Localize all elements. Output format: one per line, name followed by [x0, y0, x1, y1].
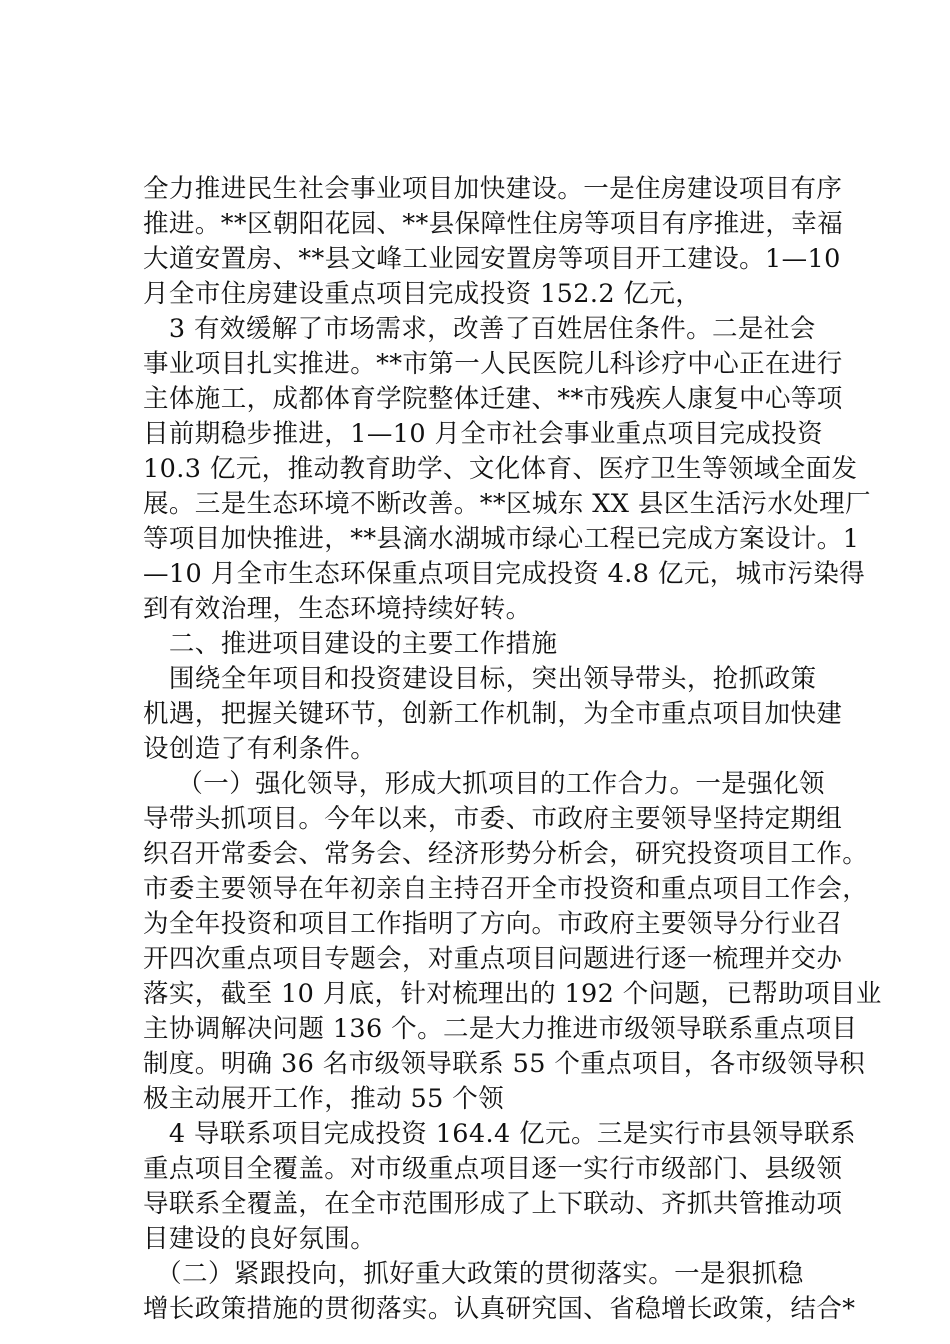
body-text-line: 主协调解决问题 136 个。二是大力推进市级领导联系重点项目 [143, 1014, 858, 1044]
body-text-line: 主体施工，成都体育学院整体迁建、**市残疾人康复中心等项 [143, 384, 843, 414]
body-text-line: 设创造了有利条件。 [143, 734, 377, 764]
body-text-line: 增长政策措施的贯彻落实。认真研究国、省稳增长政策，结合* [143, 1294, 856, 1324]
body-text-line: 机遇，把握关键环节，创新工作机制，为全市重点项目加快建 [143, 699, 843, 729]
body-text-line: 为全年投资和项目工作指明了方向。市政府主要领导分行业召 [143, 909, 843, 939]
body-text-line: 目建设的良好氛围。 [143, 1224, 377, 1254]
body-text-line: 3 有效缓解了市场需求，改善了百姓居住条件。二是社会 [143, 314, 816, 344]
body-text-line: 月全市住房建设重点项目完成投资 152.2 亿元， [143, 279, 702, 309]
body-text-line: 导联系全覆盖，在全市范围形成了上下联动、齐抓共管推动项 [143, 1189, 843, 1219]
body-text-line: 全力推进民生社会事业项目加快建设。一是住房建设项目有序 [143, 174, 843, 204]
body-text-line: 大道安置房、**县文峰工业园安置房等项目开工建设。1—10 [143, 244, 841, 274]
body-text-line: 展。三是生态环境不断改善。**区城东 XX 县区生活污水处理厂 [143, 489, 871, 519]
body-text-line: 织召开常委会、常务会、经济形势分析会，研究投资项目工作。 [143, 839, 869, 869]
body-text-line: 等项目加快推进，**县滴水湖城市绿心工程已完成方案设计。1 [143, 524, 860, 554]
body-text-line: （一）强化领导，形成大抓项目的工作合力。一是强化领 [143, 769, 825, 799]
body-text-line: 落实，截至 10 月底，针对梳理出的 192 个问题，已帮助项目业 [143, 979, 882, 1009]
body-text-line: —10 月全市生态环保重点项目完成投资 4.8 亿元，城市污染得 [143, 559, 866, 589]
body-text-line: 极主动展开工作，推动 55 个领 [143, 1084, 505, 1114]
body-text-line: 10.3 亿元，推动教育助学、文化体育、医疗卫生等领域全面发 [143, 454, 858, 484]
body-text-line: 开四次重点项目专题会，对重点项目问题进行逐一梳理并交办 [143, 944, 843, 974]
body-text-line: 围绕全年项目和投资建设目标，突出领导带头，抢抓政策 [143, 664, 817, 694]
body-text-line: 市委主要领导在年初亲自主持召开全市投资和重点项目工作会， [143, 874, 869, 904]
body-text-line: 制度。明确 36 名市级领导联系 55 个重点项目，各市级领导积 [143, 1049, 866, 1079]
body-text-line: 重点项目全覆盖。对市级重点项目逐一实行市级部门、县级领 [143, 1154, 843, 1184]
section-heading: 二、推进项目建设的主要工作措施 [143, 629, 558, 659]
body-text-line: 目前期稳步推进，1—10 月全市社会事业重点项目完成投资 [143, 419, 823, 449]
body-text-line: 导带头抓项目。今年以来，市委、市政府主要领导坚持定期组 [143, 804, 843, 834]
body-text-line: 推进。**区朝阳花园、**县保障性住房等项目有序推进，幸福 [143, 209, 844, 239]
body-text-line: （二）紧跟投向，抓好重大政策的贯彻落实。一是狠抓稳 [143, 1259, 804, 1289]
body-text-line: 到有效治理，生态环境持续好转。 [143, 594, 532, 624]
body-text-line: 事业项目扎实推进。**市第一人民医院儿科诊疗中心正在进行 [143, 349, 843, 379]
body-text-line: 4 导联系项目完成投资 164.4 亿元。三是实行市县领导联系 [143, 1119, 856, 1149]
